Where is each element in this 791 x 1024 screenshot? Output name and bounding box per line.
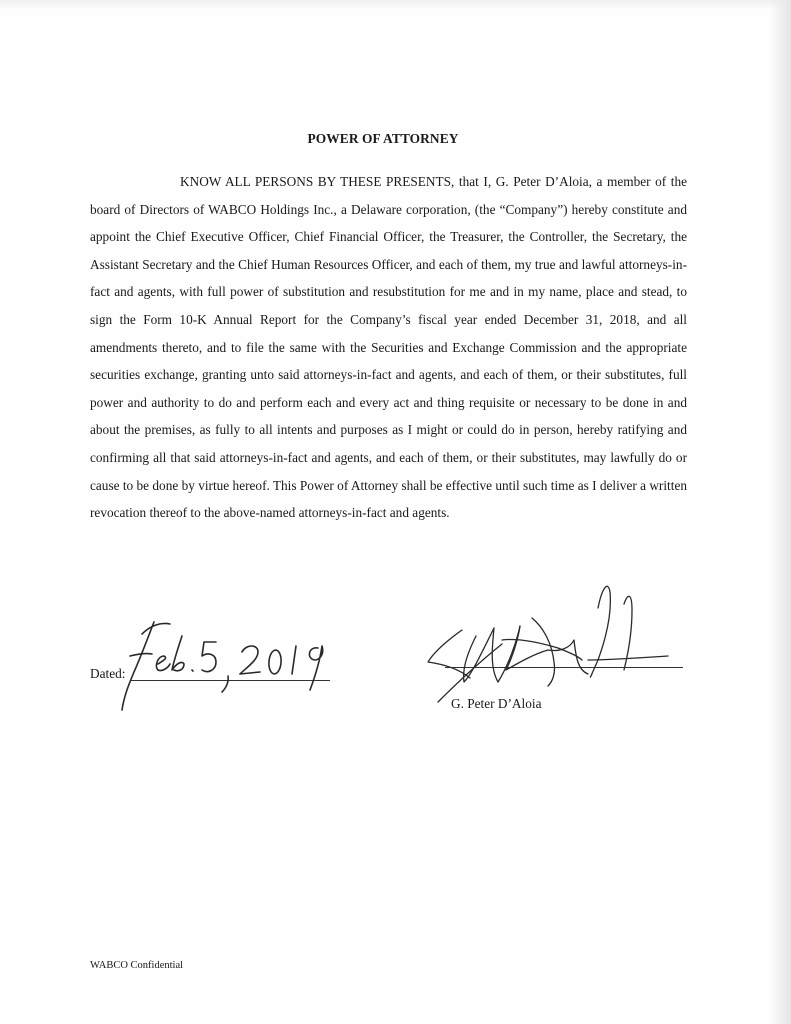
signature <box>402 578 692 718</box>
scan-edge-shadow <box>769 0 791 1024</box>
handwritten-date <box>112 612 352 722</box>
signer-name: G. Peter D’Aloia <box>451 696 542 711</box>
dated-label: Dated: <box>90 666 126 681</box>
document-title: POWER OF ATTORNEY <box>307 131 459 146</box>
scan-top-shadow <box>0 0 791 10</box>
confidential-footer: WABCO Confidential <box>90 960 184 971</box>
body-paragraph: KNOW ALL PERSONS BY THESE PRESENTS, that I, G. Peter D’Aloia, a member of the board of Directors of WABCO Holdings Inc., a Delaware corporation, (the “Company”) hereby constitute and appoint the Chief Executive Officer, Chief Financial Officer, the Treasurer, the Controller, the Secretary, the Assistant Secretary and the Chief Human Resources Officer, and each of them, my true and lawful attorneys-in-fact and agents, with full power of substitution and resubstitution for me and in my name, place and stead, to sign the Form 10-K Annual Report for the Company’s fiscal year ended December 31, 2018, and all amendments thereto, and to file the same with the Securities and Exchange Commission and the appropriate securities exchange, granting unto said attorneys-in-fact and agents, and each of them, or their substitutes, full power and authority to do and perform each and every act and thing requisite or necessary to be done in and about the premises, as fully to all intents and purposes as I might or could do in person, hereby ratifying and confirming all that said attorneys-in-fact and agents, and each of them, or their substitutes, may lawfully do or cause to be done by virtue hereof. This Power of Attorney shall be effective until such time as I deliver a written revocation thereof to the above-named attorneys-in-fact and agents. <box>90 174 687 521</box>
